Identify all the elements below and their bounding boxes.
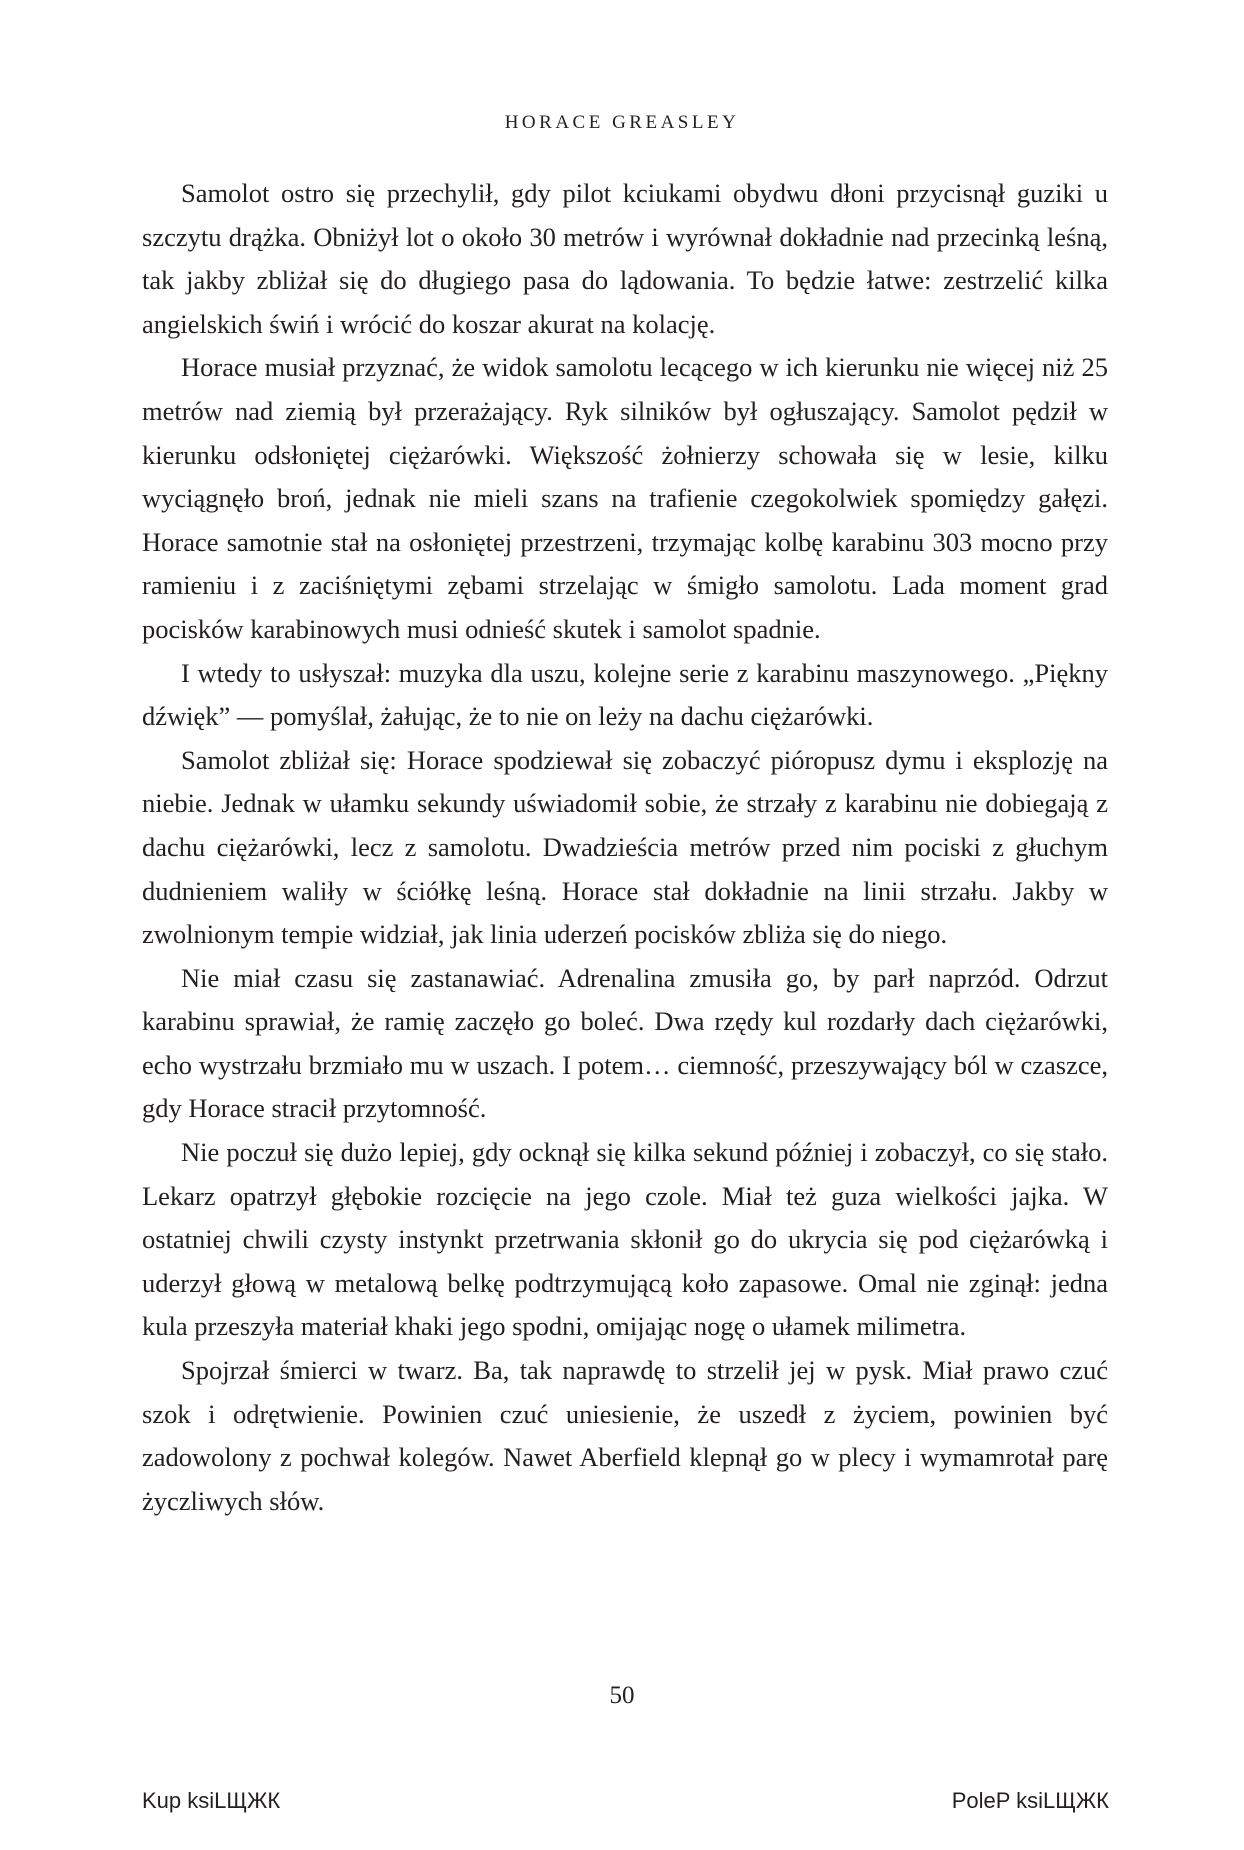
paragraph: Horace musiał przyznać, że widok samolotu lecącego w ich kierunku nie więcej niż 25 metrów nad ziemią był przerażający. Ryk silników był ogłuszający. Samolot pędził w kierunku odsłoniętej ciężarówki. Większość żołnierzy schowała się w lesie, kilku wyciągnęło broń, jednak nie mieli szans na trafienie czegokolwiek spomiędzy gałęzi. Horace samotnie stał na osłoniętej przestrzeni, trzymając kolbę karabinu 303 mocno przy ramieniu i z zaciśniętymi zębami strzelając w śmigło samolotu. Lada moment grad pocisków karabinowych musi odnieść skutek i samolot spadnie. — [142, 352, 1108, 644]
running-head: HORACE GREASLEY — [504, 112, 740, 133]
buy-book-link[interactable]: Kup ksiLЩЖК — [142, 1788, 281, 1813]
paragraph: Nie miał czasu się zastanawiać. Adrenalina zmusiła go, by parł naprzód. Odrzut karabinu sprawiał, że ramię zaczęło go boleć. Dwa rzędy kul rozdarły dach ciężarówki, echo wystrzału brzmiało mu w uszach. I potem… ciemność, przeszywający ból w czaszce, gdy Horace stracił przytomność. — [142, 962, 1108, 1124]
body-text — [142, 172, 1108, 1523]
paragraph: Samolot zbliżał się: Horace spodziewał się zobaczyć pióropusz dymu i eksplozję na niebie. Jednak w ułamku sekundy uświadomił sobie, że strzały z karabinu nie dobiegają z dachu ciężarówki, lecz z samolotu. Dwadzieścia metrów przed nim pociski z głuchym dudnieniem waliły w ściółkę leśną. Horace stał dokładnie na linii strzału. Jakby w zwolnionym tempie widział, jak linia uderzeń pocisków zbliża się do niego. — [142, 744, 1108, 950]
page-number: 50 — [609, 1682, 635, 1709]
paragraph: I wtedy to usłyszał: muzyka dla uszu, kolejne serie z karabinu maszynowego. „Piękny dźwięk” — pomyślał, żałując, że to nie on leży na dachu ciężarówki. — [142, 657, 1108, 732]
recommend-book-link[interactable]: PoleP ksiLЩЖК — [951, 1788, 1109, 1813]
paragraph: Samolot ostro się przechylił, gdy pilot kciukami obydwu dłoni przycisnął guziki u szczytu drążka. Obniżył lot o około 30 metrów i wyrównał dokładnie nad przecinką leśną, tak jakby zbliżał się do długiego pasa do lądowania. To będzie łatwe: zestrzelić kilka angielskich świń i wrócić do koszar akurat na kolację. — [142, 178, 1108, 339]
paragraph: Nie poczuł się dużo lepiej, gdy ocknął się kilka sekund później i zobaczył, co się stało. Lekarz opatrzył głębokie rozcięcie na jego czole. Miał też guza wielkości jajka. W ostatniej chwili czysty instynkt przetrwania skłonił go do ukrycia się pod ciężarówką i uderzył głową w metalową belkę podtrzymującą koło zapasowe. Omal nie zginął: jedna kula przeszyła materiał khaki jego spodni, omijając nogę o ułamek milimetra. — [142, 1137, 1108, 1342]
paragraph: Spojrzał śmierci w twarz. Ba, tak naprawdę to strzelił jej w pysk. Miał prawo czuć szok i odrętwienie. Powinien czuć uniesienie, że uszedł z życiem, powinien być zadowolony z pochwał kolegów. Nawet Aberfield klepnął go w plecy i wymamrotał parę życzliwych słów. — [142, 1355, 1108, 1516]
